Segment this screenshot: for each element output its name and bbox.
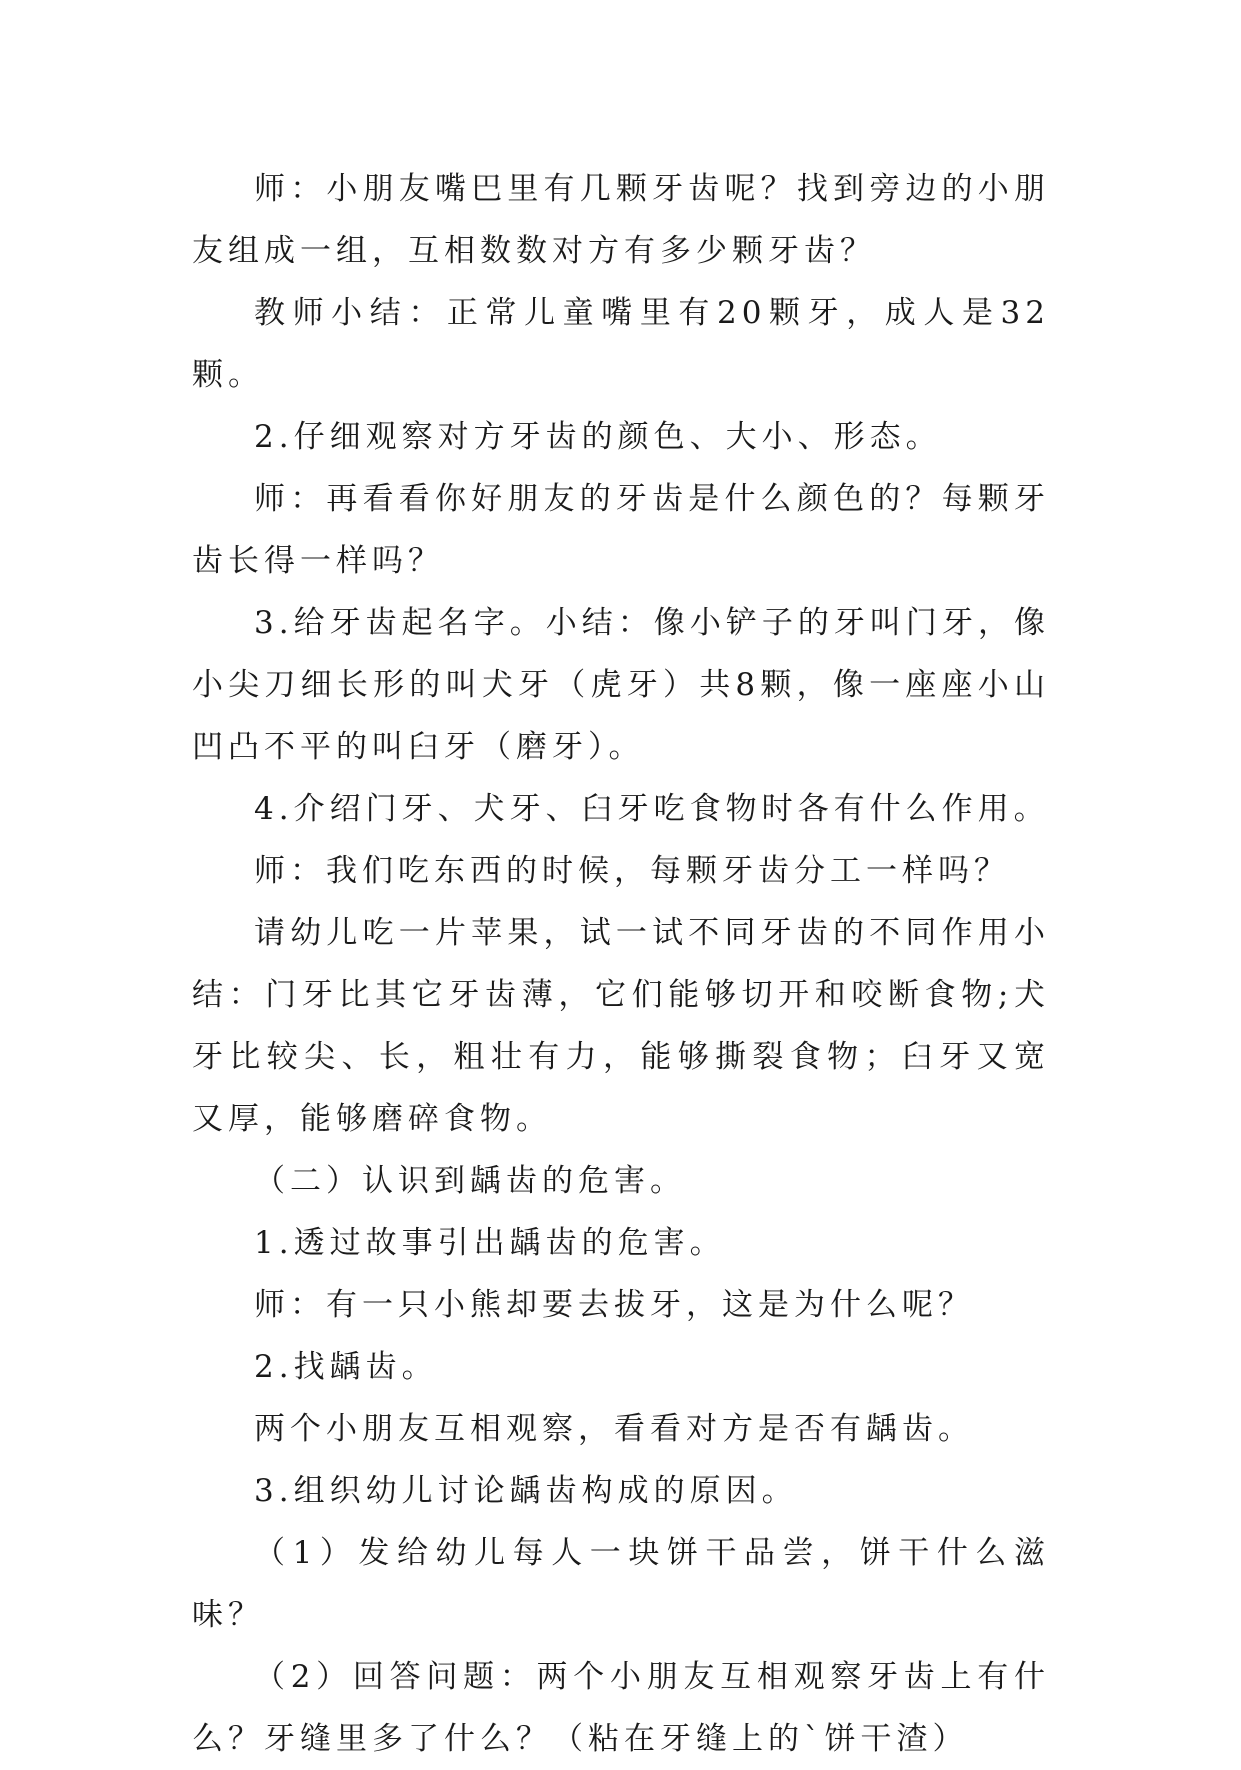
- document-body: [192, 158, 1050, 1770]
- paragraph: （1）发给幼儿每人一块饼干品尝，饼干什么滋味？: [192, 1535, 1050, 1633]
- paragraph: 1.透过故事引出龋齿的危害。: [254, 1225, 726, 1261]
- paragraph: 师：我们吃东西的时候，每颗牙齿分工一样吗？: [254, 853, 1010, 889]
- paragraph: 请幼儿吃一片苹果，试一试不同牙齿的不同作用小结：门牙比其它牙齿薄，它们能够切开和咬断食物;犬牙比较尖、长，粗壮有力，能够撕裂食物；臼牙又宽又厚，能够磨碎食物。: [192, 915, 1050, 1137]
- paragraph: 3.组织幼儿讨论龋齿构成的原因。: [254, 1473, 798, 1509]
- paragraph: 4.介绍门牙、犬牙、臼牙吃食物时各有什么作用。: [254, 791, 1050, 827]
- section-heading: （二）认识到龋齿的危害。: [254, 1163, 686, 1199]
- paragraph: 师：再看看你好朋友的牙齿是什么颜色的？每颗牙齿长得一样吗？: [192, 481, 1050, 579]
- paragraph: 师：有一只小熊却要去拔牙，这是为什么呢？: [254, 1287, 974, 1323]
- paragraph: 师：小朋友嘴巴里有几颗牙齿呢？找到旁边的小朋友组成一组，互相数数对方有多少颗牙齿？: [192, 171, 1050, 269]
- paragraph: 3.给牙齿起名字。小结：像小铲子的牙叫门牙，像小尖刀细长形的叫犬牙（虎牙）共8颗，像一座座小山凹凸不平的叫臼牙（磨牙）。: [192, 605, 1050, 765]
- paragraph: （2）回答问题：两个小朋友互相观察牙齿上有什么？牙缝里多了什么？（粘在牙缝上的`饼干渣）: [192, 1659, 1050, 1757]
- paragraph: 2.仔细观察对方牙齿的颜色、大小、形态。: [254, 419, 942, 455]
- paragraph: 两个小朋友互相观察，看看对方是否有龋齿。: [254, 1411, 974, 1447]
- paragraph: 2.找龋齿。: [254, 1349, 438, 1385]
- paragraph: 教师小结：正常儿童嘴里有20颗牙，成人是32颗。: [192, 295, 1050, 393]
